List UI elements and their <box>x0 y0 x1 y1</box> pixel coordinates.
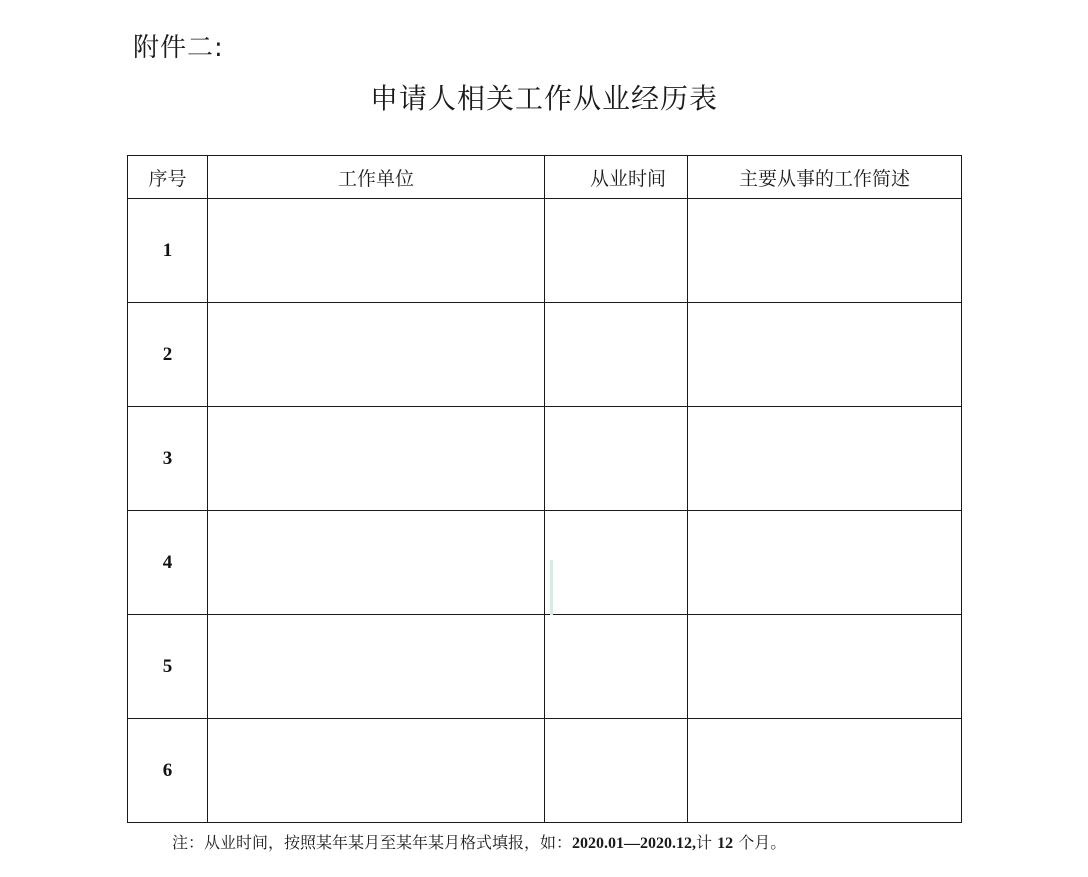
summary-cell[interactable] <box>688 199 962 303</box>
summary-cell[interactable] <box>688 303 962 407</box>
column-header-summary: 主要从事的工作简述 <box>688 156 962 199</box>
summary-cell[interactable] <box>688 719 962 823</box>
footnote-count-suffix: 个月。 <box>733 833 787 852</box>
summary-cell[interactable] <box>688 615 962 719</box>
period-cell[interactable] <box>545 511 688 615</box>
row-number: 2 <box>128 303 208 407</box>
attachment-label: 附件二: <box>133 33 224 63</box>
footnote-prefix: 注：从业时间，按照某年某月至某年某月格式填报，如： <box>172 833 573 852</box>
row-number: 6 <box>128 719 208 823</box>
table-row <box>128 615 962 719</box>
table-row <box>128 303 962 407</box>
footnote <box>172 830 786 853</box>
period-cell[interactable] <box>545 407 688 511</box>
summary-cell[interactable] <box>688 511 962 615</box>
employer-cell[interactable] <box>208 511 545 615</box>
period-cell[interactable] <box>545 303 688 407</box>
table-row <box>128 199 962 303</box>
document-title <box>0 77 1088 117</box>
row-number: 4 <box>128 511 208 615</box>
footnote-count-prefix: 计 <box>696 833 718 852</box>
period-cell[interactable] <box>545 199 688 303</box>
employer-cell[interactable] <box>208 407 545 511</box>
column-header-period-label: 从业时间 <box>589 167 666 190</box>
table-header-row <box>128 156 962 199</box>
period-cell[interactable] <box>545 615 688 719</box>
column-header-employer: 工作单位 <box>208 156 545 199</box>
footnote-example-range: 2020.01—2020.12, <box>572 835 697 852</box>
row-number: 5 <box>128 615 208 719</box>
summary-cell[interactable] <box>688 407 962 511</box>
table-row <box>128 407 962 511</box>
work-experience-table <box>127 155 962 823</box>
employer-cell[interactable] <box>208 303 545 407</box>
employer-cell[interactable] <box>208 719 545 823</box>
scan-artifact-mark <box>550 560 553 615</box>
row-number: 1 <box>128 199 208 303</box>
table-row <box>128 719 962 823</box>
column-header-no: 序号 <box>128 156 208 199</box>
column-header-period <box>545 156 688 199</box>
period-cell[interactable] <box>545 719 688 823</box>
table-row <box>128 511 962 615</box>
employer-cell[interactable] <box>208 615 545 719</box>
document-title-text: 申请人相关工作从业经历表 <box>369 82 718 115</box>
employer-cell[interactable] <box>208 199 545 303</box>
footnote-count-value: 12 <box>717 835 734 852</box>
row-number: 3 <box>128 407 208 511</box>
